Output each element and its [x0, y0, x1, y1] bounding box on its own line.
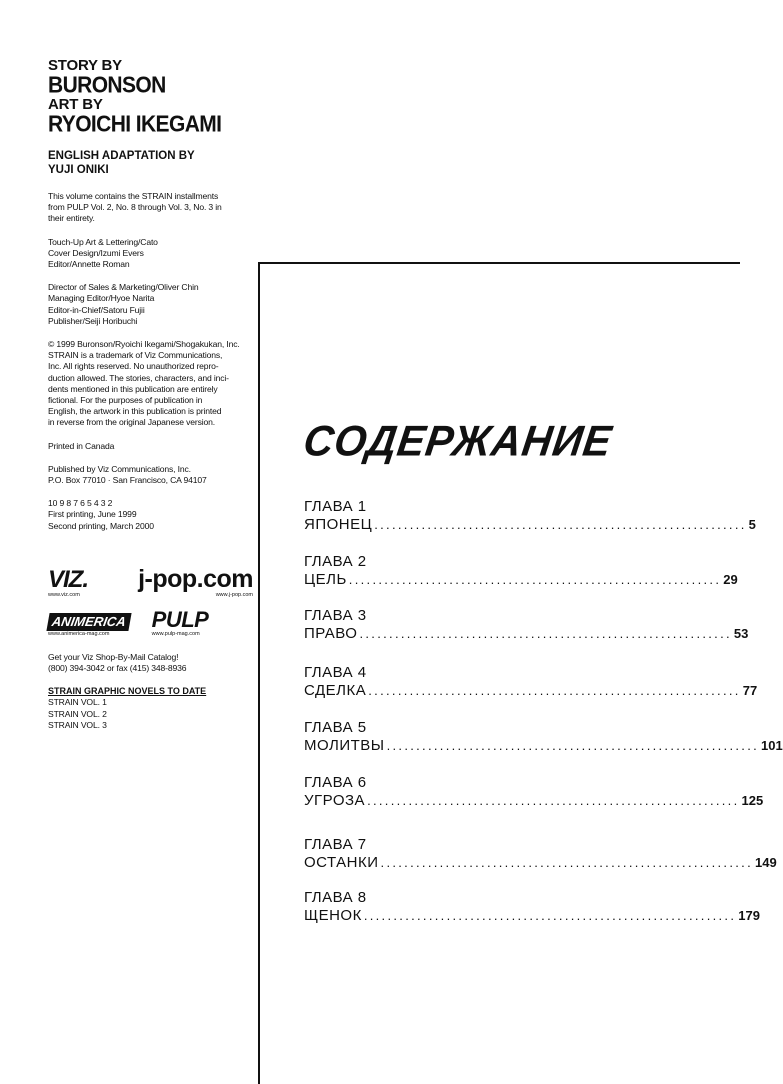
- novels-heading: STRAIN GRAPHIC NOVELS TO DATE: [48, 686, 207, 697]
- chapter-page: 77: [742, 683, 758, 698]
- dot-leader: ...............................................................: [386, 738, 760, 753]
- story-label: STORY BY: [48, 57, 122, 74]
- chapter-name: ЯПОНЕЦ: [304, 516, 373, 533]
- dot-leader: ...............................................................: [368, 683, 741, 698]
- chapter-entry: [304, 498, 756, 534]
- printed-in: Printed in Canada: [48, 440, 115, 451]
- chapter-label: ГЛАВА 8: [304, 889, 367, 906]
- chapter-entry: [304, 774, 764, 810]
- art-author: RYOICHI IKEGAMI: [48, 111, 222, 137]
- chapter-name: ЦЕЛЬ: [304, 571, 347, 588]
- staff-list-1: Touch-Up Art & Lettering/Cato Cover Design/Izumi Evers Editor/Annette Roman: [48, 236, 158, 270]
- chapter-name: ЩЕНОК: [304, 907, 362, 924]
- jpop-url: www.j-pop.com: [215, 592, 253, 598]
- adaptation-label: ENGLISH ADAPTATION BY: [48, 150, 195, 162]
- publisher-address: Published by Viz Communications, Inc. P.O. Box 77010 · San Francisco, CA 94107: [48, 463, 207, 486]
- chapter-label: ГЛАВА 1: [304, 498, 367, 515]
- chapter-page: 179: [738, 908, 760, 923]
- pulp-logo: PULP: [151, 607, 209, 632]
- volume-note: This volume contains the STRAIN installments from PULP Vol. 2, No. 8 through Vol. 3, No. 3 in their entirety.: [48, 191, 222, 224]
- dot-leader: ...............................................................: [363, 908, 737, 923]
- viz-logo: VIZ.: [48, 566, 89, 593]
- chapter-label: ГЛАВА 5: [304, 719, 367, 736]
- chapter-page: 149: [754, 855, 777, 870]
- staff-list-2: Director of Sales & Marketing/Oliver Chin Managing Editor/Hyoe Narita Editor-in-Chief/Satoru Fujii Publisher/Seiji Horibuchi: [48, 282, 199, 326]
- dot-leader: ...............................................................: [367, 793, 740, 808]
- dot-leader: ...............................................................: [374, 517, 747, 532]
- chapter-page: 5: [748, 517, 756, 532]
- art-label: ART BY: [48, 96, 103, 113]
- chapter-page: 53: [733, 626, 749, 641]
- chapter-entry: [304, 607, 749, 643]
- chapter-entry: [304, 836, 777, 872]
- chapter-entry: [304, 664, 758, 700]
- printing-history: 10 9 8 7 6 5 4 3 2 First printing, June 1999 Second printing, March 2000: [48, 498, 154, 531]
- chapter-entry: [304, 553, 738, 589]
- chapter-label: ГЛАВА 4: [304, 664, 367, 681]
- jpop-logo: j-pop.com: [138, 565, 253, 593]
- chapter-page: 29: [723, 572, 738, 587]
- chapter-label: ГЛАВА 2: [304, 553, 367, 570]
- dot-leader: ...............................................................: [359, 626, 732, 641]
- animerica-logo: ANIMERICA: [46, 613, 131, 631]
- chapter-page: 101: [761, 738, 783, 753]
- chapter-label: ГЛАВА 6: [304, 774, 367, 791]
- chapter-entry: [304, 719, 783, 755]
- toc-title: СОДЕРЖАНИЕ: [300, 416, 616, 466]
- chapter-name: УГРОЗА: [304, 792, 366, 809]
- catalog-info: Get your Viz Shop-By-Mail Catalog! (800) 394-3042 or fax (415) 348-8936: [48, 652, 187, 674]
- chapter-label: ГЛАВА 7: [304, 836, 367, 853]
- chapter-label: ГЛАВА 3: [304, 607, 367, 624]
- viz-url: www.viz.com: [48, 592, 80, 598]
- story-author: BURONSON: [48, 72, 166, 98]
- credits-column: [48, 58, 248, 532]
- chapter-name: ПРАВО: [304, 625, 358, 642]
- dot-leader: ...............................................................: [348, 572, 722, 587]
- chapter-name: МОЛИТВЫ: [304, 737, 385, 754]
- animerica-url: www.animerica-mag.com: [48, 631, 110, 637]
- chapter-entry: [304, 889, 760, 925]
- chapter-page: 125: [741, 793, 764, 808]
- copyright-text: © 1999 Buronson/Ryoichi Ikegami/Shogakukan, Inc. STRAIN is a trademark of Viz Communications, Inc. All rights reserved. No unauthorized repro- duction allowed. The stories, characters, and inci- dents mentioned in this publication are entirely fictional. For the purposes of publication in English, the artwork in this publication is printed in reverse from the original Japanese version.: [48, 339, 240, 428]
- adaptation-name: YUJI ONIKI: [48, 164, 109, 176]
- chapter-name: СДЕЛКА: [304, 682, 367, 699]
- chapter-name: ОСТАНКИ: [304, 854, 379, 871]
- publisher-logos: [48, 566, 253, 731]
- dot-leader: ...............................................................: [380, 855, 753, 870]
- novels-list: STRAIN VOL. 1 STRAIN VOL. 2 STRAIN VOL. 3: [48, 697, 107, 730]
- pulp-url: www.pulp-mag.com: [151, 631, 200, 637]
